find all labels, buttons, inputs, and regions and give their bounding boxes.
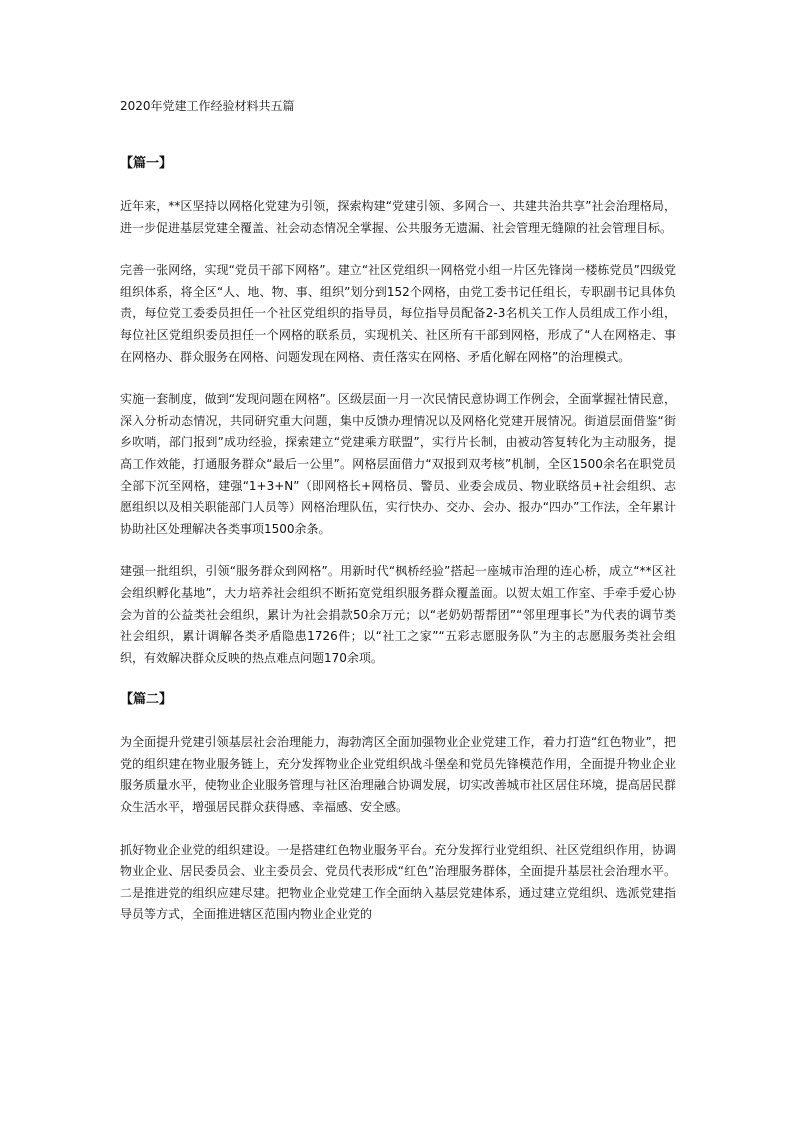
paragraph: 为全面提升党建引领基层社会治理能力，海勃湾区全面加强物业企业党建工作，着力打造“红色物业”，把党的组织建在物业服务链上，充分发挥物业企业党组织战斗堡垒和党员先锋模范作用，全面提升物业企业服务质量水平，使物业企业服务管理与社区治理融合协调发展，切实改善城市社区居住环境，提高居民群众生活水平，增强居民群众获得感、幸福感、安全感。	[120, 735, 676, 815]
section-2	[120, 690, 676, 926]
section-heading: 【篇一】	[120, 156, 173, 171]
paragraph: 实施一套制度，做到“发现问题在网格”。区级层面一月一次民情民意协调工作例会，全面掌握社情民意，深入分析动态情况，共同研究重大问题，集中反馈办理情况以及网格化党建开展情况。街道层面借鉴“街乡吹哨，部门报到”成功经验，探索建立“党建乘方联盟”，实行片长制，由被动答复转化为主动服务，提高工作效能，打通服务群众“最后一公里”。网格层面借力“双报到双考核”机制，全区1500余名在职党员全部下沉至网格，建强“1+3+N”（即网格长+网格员、警员、业委会成员、物业联络员+社会组织、志愿组织以及相关职能部门人员等）网格治理队伍，实行快办、交办、会办、报办“四办”工作法，全年累计协助社区处理解决各类事项1500余条。	[120, 392, 676, 536]
section-heading: 【篇二】	[120, 692, 173, 708]
paragraph: 近年来，**区坚持以网格化党建为引领，探索构建“党建引领、多网合一、共建共治共享”社会治理格局，进一步促进基层党建全覆盖、社会动态情况全掌握、公共服务无遗漏、社会管理无缝隙的社会管理目标。	[120, 199, 676, 235]
paragraph: 抓好物业企业党的组织建设。一是搭建红色物业服务平台。充分发挥行业党组织、社区党组织作用，协调物业企业、居民委员会、业主委员会、党员代表形成“红色”治理服务群体，全面提升基层社会治理水平。二是推进党的组织应建尽建。把物业企业党建工作全面纳入基层党建体系，通过建立党组织、选派党建指导员等方式，全面推进辖区范围内物业企业党的	[120, 842, 676, 922]
paragraph: 完善一张网络，实现“党员干部下网格”。建立“社区党组织一网格党小组一片区先锋岗一楼栋党员”四级党组织体系，将全区“人、地、物、事、组织”划分到152个网格，由党工委书记任组长，专职副书记具体负责，每位党工委委员担任一个社区党组织的指导员，每位指导员配备2-3名机关工作人员组成工作小组，每位社区党组织委员担任一个网格的联系员，实现机关、社区所有干部到网格，形成了“人在网格走、事在网格办、群众服务在网格、问题发现在网格、责任落实在网格、矛盾化解在网格”的治理模式。	[120, 263, 676, 364]
section-1	[120, 154, 676, 669]
paragraph: 建强一批组织，引领“服务群众到网格”。用新时代“枫桥经验”搭起一座城市治理的连心桥，成立“**区社会组织孵化基地”，大力培养社会组织不断拓宽党组织服务群众覆盖面。以贺太姐工作室、手牵手爱心协会为首的公益类社会组织，累计为社会捐款50余万元；以“老奶奶帮帮团”“邻里理事长”为代表的调节类社会组织，累计调解各类矛盾隐患1726件；以“社工之家”“五彩志愿服务队”为主的志愿服务类社会组织，有效解决群众反映的热点难点问题170余项。	[120, 564, 676, 665]
document-page	[120, 96, 676, 947]
document-title: 2020年党建工作经验材料共五篇	[120, 99, 295, 113]
